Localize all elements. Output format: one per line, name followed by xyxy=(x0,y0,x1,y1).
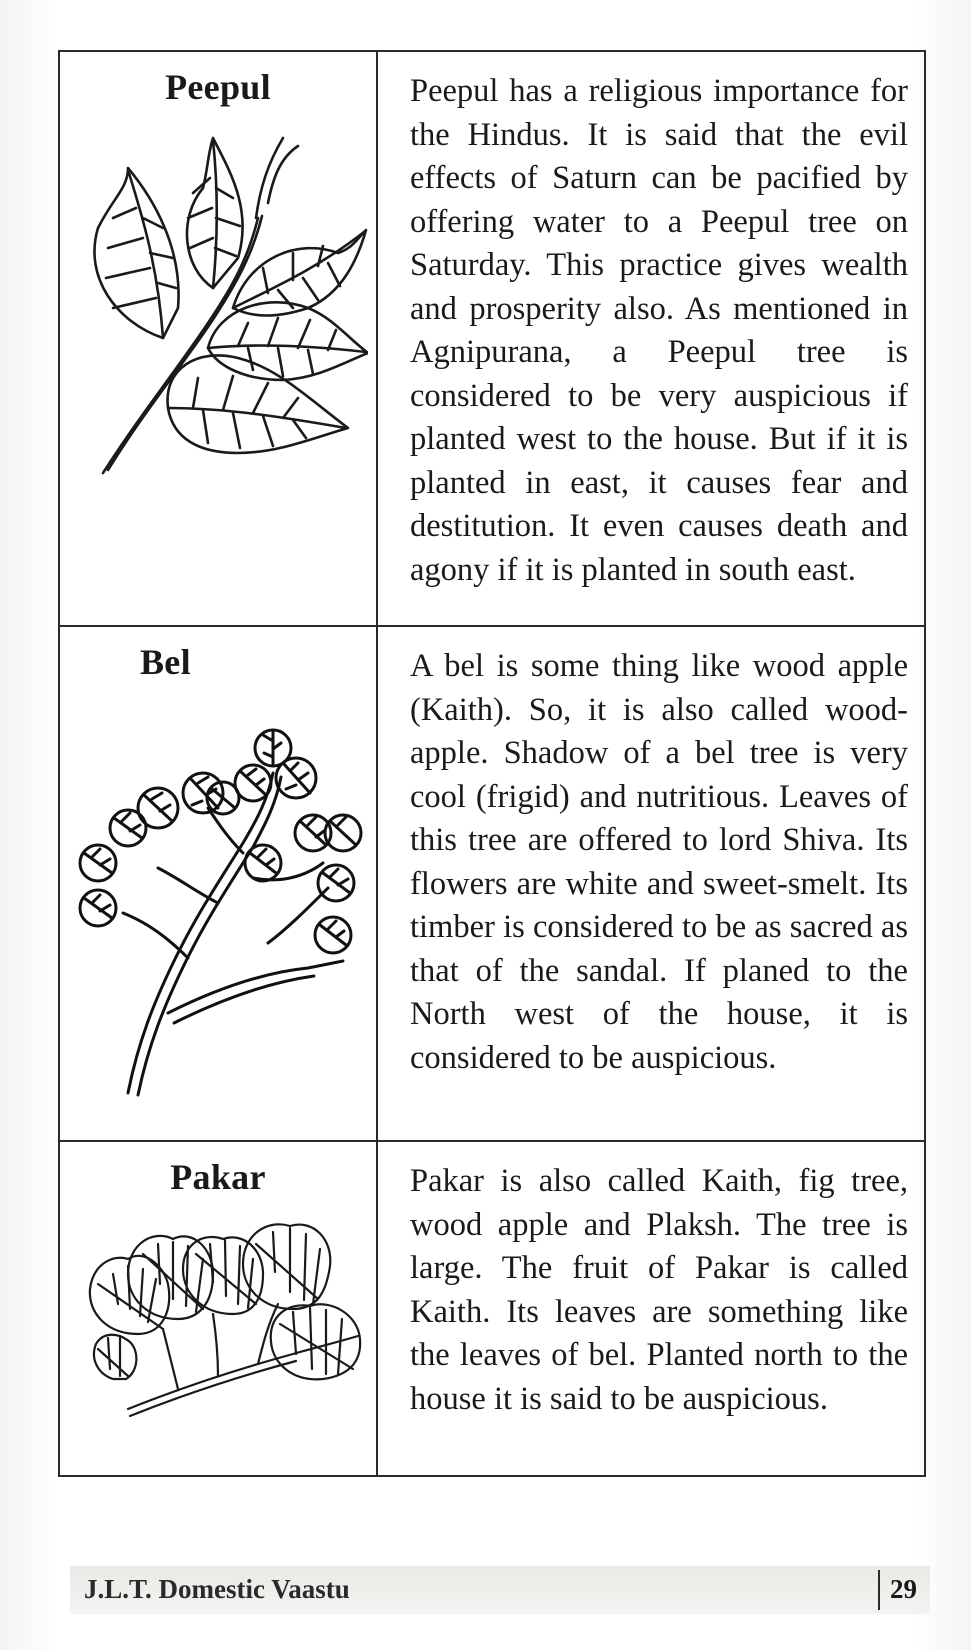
plant-image-cell xyxy=(59,1141,377,1476)
bel-leaf-icon xyxy=(68,713,368,1113)
page-footer xyxy=(70,1566,930,1614)
table-row-bel xyxy=(59,626,925,1141)
table-row-peepul xyxy=(59,51,925,626)
plant-image-cell xyxy=(59,626,377,1141)
plant-name-bel: Bel xyxy=(140,642,191,682)
table-row-pakar xyxy=(59,1141,925,1476)
plant-description-peepul: Peepul has a religious importance for the Hindus. It is said that the evil effects of Saturn can be pacified by offering water to a Peepul tree on Saturday. This practice gives wealth and prosperity also. As mentioned in Agnipurana, a Peepul tree is considered to be very auspicious if planted west to the house. But if it is planted in east, it causes fear and destitution. It even causes death and agony if it is planted in south east. xyxy=(410,73,908,588)
plant-description-bel: A bel is some thing like wood apple (Kaith). So, it is also called wood-apple. Shadow of a bel tree is very cool (frigid) and nutritious. Leaves of this tree are offered to lord Shiva. Its flowers are white and sweet-smelt. Its timber is considered to be as sacred as that of the sandal. If planed to the North west of the house, it is considered to be auspicious. xyxy=(410,648,908,1076)
pakar-leaf-icon xyxy=(68,1204,368,1424)
plant-description-cell xyxy=(377,1141,925,1476)
plant-description-cell xyxy=(377,51,925,626)
plant-name-peepul: Peepul xyxy=(165,67,271,107)
plant-description-pakar: Pakar is also called Kaith, fig tree, wood apple and Plaksh. The tree is large. The fruit of Pakar is called Kaith. Its leaves are something like the leaves of bel. Planted north to the house it is said to be auspicious. xyxy=(410,1163,908,1417)
plant-description-cell xyxy=(377,626,925,1141)
plant-image-cell xyxy=(59,51,377,626)
book-title: J.L.T. Domestic Vaastu xyxy=(84,1574,350,1604)
plant-name-pakar: Pakar xyxy=(170,1157,266,1197)
peepul-leaf-icon xyxy=(68,108,368,488)
page-number: 29 xyxy=(890,1574,917,1604)
plants-table xyxy=(58,50,926,1477)
footer-divider xyxy=(878,1570,880,1610)
